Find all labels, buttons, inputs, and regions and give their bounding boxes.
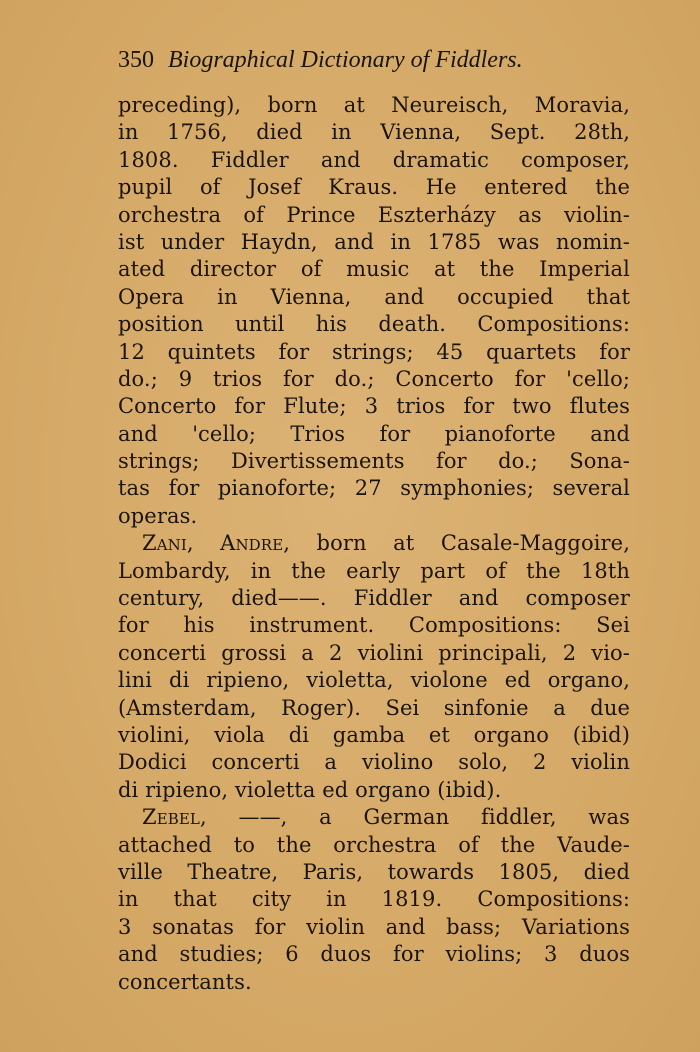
text-line: ated director of music at the Imperial bbox=[118, 257, 630, 282]
text-line: do.; 9 trios for do.; Concerto for 'cello; bbox=[118, 366, 630, 391]
page-header bbox=[118, 42, 618, 78]
text-line: strings; Divertissements for do.; Sona- bbox=[118, 449, 630, 474]
text-line: violini, viola di gamba et organo (ibid) bbox=[118, 722, 630, 747]
text-line: (Amsterdam, Roger). Sei sinfonie a due bbox=[118, 695, 630, 720]
entry-headword: Zani, Andre bbox=[142, 531, 284, 556]
page-number: 350 bbox=[118, 47, 154, 73]
text-line: orchestra of Prince Eszterházy as violin- bbox=[118, 202, 630, 227]
text-line: preceding), born at Neureisch, Moravia, bbox=[118, 93, 630, 117]
running-title: Biographical Dictionary of Fiddlers. bbox=[168, 47, 523, 73]
text-line: attached to the orchestra of the Vaude- bbox=[118, 832, 630, 857]
paragraph-kraus-continuation bbox=[118, 92, 630, 530]
text-line: in that city in 1819. Compositions: bbox=[118, 887, 630, 912]
text-line: operas. bbox=[118, 503, 198, 528]
text-line: di ripieno, violetta ed organo (ibid). bbox=[118, 777, 502, 802]
text-line: 3 sonatas for violin and bass; Variations bbox=[118, 914, 630, 939]
entry-zani-andre bbox=[118, 530, 630, 804]
text-line: Opera in Vienna, and occupied that bbox=[118, 284, 630, 309]
text-line: ville Theatre, Paris, towards 1805, died bbox=[118, 859, 630, 884]
text-line: lini di ripieno, violetta, violone ed organo, bbox=[118, 668, 630, 693]
entry-headword: Zebel bbox=[142, 805, 200, 830]
text-line: ist under Haydn, and in 1785 was nomin- bbox=[118, 229, 630, 254]
entry-first-line-text: , born at Casale-Maggoire, bbox=[283, 531, 630, 556]
text-line: concertants. bbox=[118, 969, 252, 994]
text-line: position until his death. Compositions: bbox=[118, 312, 630, 337]
text-line: in 1756, died in Vienna, Sept. 28th, bbox=[118, 120, 630, 145]
text-line: tas for pianoforte; 27 symphonies; several bbox=[118, 476, 630, 501]
entry-zebel bbox=[118, 804, 630, 996]
text-line: Lombardy, in the early part of the 18th bbox=[118, 558, 630, 583]
entry-first-line bbox=[118, 804, 630, 831]
body-text bbox=[118, 92, 630, 996]
text-line: Concerto for Flute; 3 trios for two flutes bbox=[118, 394, 630, 419]
text-line: and studies; 6 duos for violins; 3 duos bbox=[118, 942, 630, 967]
text-line: pupil of Josef Kraus. He entered the bbox=[118, 175, 630, 200]
text-line: for his instrument. Compositions: Sei bbox=[118, 613, 630, 638]
entry-first-line bbox=[118, 530, 630, 557]
text-line: 1808. Fiddler and dramatic composer, bbox=[118, 147, 630, 172]
entry-first-line-text: , ——, a German fiddler, was bbox=[199, 805, 630, 830]
text-line: century, died——. Fiddler and composer bbox=[118, 586, 630, 611]
text-line: concerti grossi a 2 violini principali, 2 vio- bbox=[118, 640, 630, 665]
text-line: 12 quintets for strings; 45 quartets for bbox=[118, 339, 630, 364]
text-line: and 'cello; Trios for pianoforte and bbox=[118, 421, 630, 446]
text-line: Dodici concerti a violino solo, 2 violin bbox=[118, 750, 630, 775]
